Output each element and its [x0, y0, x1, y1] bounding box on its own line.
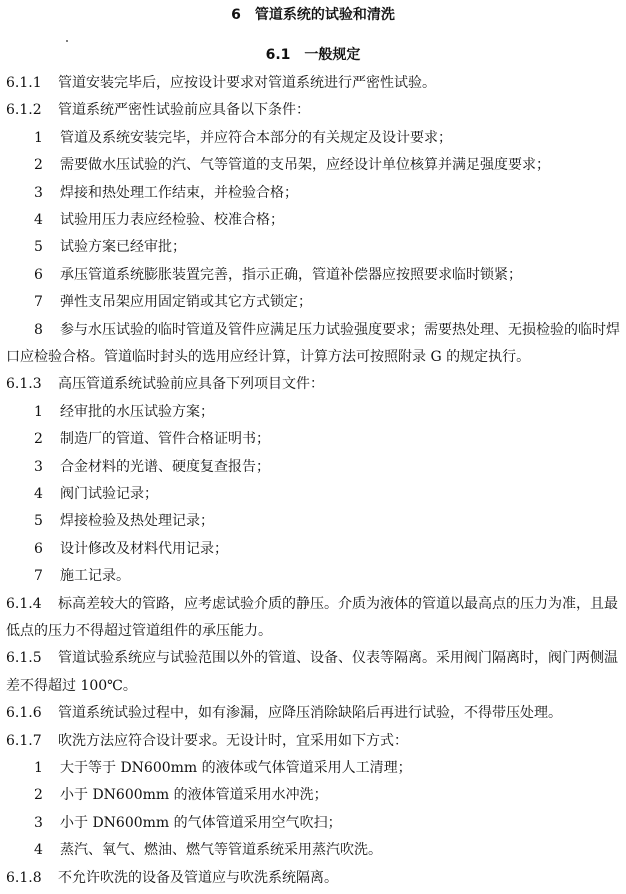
clause-text: 吹洗方法应符合设计要求。无设计时，宜采用如下方式：	[58, 732, 408, 749]
item-number: 4	[34, 486, 43, 502]
clause-text: 管道试验系统应与试验范围以外的管道、设备、仪表等隔离。采用阀门隔离时，阀门两侧温	[58, 650, 618, 667]
item-text: 需要做水压试验的汽、气等管道的支吊架，应经设计单位核算并满足强度要求；	[60, 157, 550, 174]
section-title: 一般规定	[304, 47, 361, 63]
item-number: 1	[34, 760, 43, 776]
item-text: 试验方案已经审批；	[60, 239, 186, 256]
continuation-line	[6, 677, 620, 695]
clause-line	[6, 869, 620, 887]
item-number: 6	[34, 540, 43, 557]
item-number: 2	[34, 157, 43, 174]
item-line	[34, 403, 620, 421]
item-text: 施工记录。	[60, 568, 130, 585]
item-number: 5	[34, 513, 43, 530]
item-line	[34, 814, 620, 832]
chapter-heading	[0, 4, 626, 24]
item-line	[34, 759, 620, 777]
item-number: 8	[34, 321, 43, 338]
clause-number: 6.1.8	[6, 869, 42, 886]
item-text: 管道及系统安装完毕，并应符合本部分的有关规定及设计要求；	[60, 129, 452, 146]
clause-number: 6.1.3	[6, 376, 42, 393]
clause-text: 不允许吹洗的设备及管道应与吹洗系统隔离。	[58, 869, 338, 886]
item-text: 小于 DN600mm 的气体管道采用空气吹扫；	[60, 814, 342, 831]
clause-text: 高压管道系统试验前应具备下列项目文件：	[58, 376, 324, 393]
item-number: 4	[34, 842, 43, 859]
item-number: 4	[34, 212, 43, 228]
item-number: 3	[34, 184, 43, 201]
clause-text: 标高差较大的管路，应考虑试验介质的静压。介质为液体的管道以最高点的压力为准，且最	[58, 595, 618, 612]
item-line	[34, 211, 620, 229]
item-text: 设计修改及材料代用记录；	[60, 540, 228, 557]
item-line	[34, 841, 620, 859]
item-line	[34, 512, 620, 530]
clause-line	[6, 732, 620, 750]
item-line	[34, 266, 620, 284]
clause-line	[6, 101, 620, 119]
clause-line	[6, 649, 620, 667]
item-line	[34, 786, 620, 804]
item-text: 试验用压力表应经检验、校准合格；	[60, 212, 284, 228]
item-text: 合金材料的光谱、硬度复查报告；	[60, 458, 270, 475]
clause-number: 6.1.7	[6, 732, 42, 749]
item-line	[34, 184, 620, 202]
chapter-number: 6	[231, 7, 241, 23]
item-number: 1	[34, 129, 43, 146]
clause-number: 6.1.4	[6, 595, 42, 612]
continuation-text: 差不得超过 100℃。	[6, 677, 137, 694]
clause-number: 6.1.5	[6, 650, 42, 667]
item-text: 承压管道系统膨胀装置完善，指示正确，管道补偿器应按照要求临时锁紧；	[60, 266, 522, 283]
clause-line	[6, 375, 620, 393]
clause-text: 管道系统试验过程中，如有渗漏，应降压消除缺陷后再进行试验，不得带压处理。	[58, 705, 562, 722]
clause-line	[6, 74, 620, 92]
item-number: 2	[34, 787, 43, 804]
item-number: 5	[34, 239, 43, 256]
item-number: 6	[34, 266, 43, 283]
clause-text: 管道系统严密性试验前应具备以下条件：	[58, 102, 310, 119]
item-text: 弹性支吊架应用固定销或其它方式锁定；	[60, 294, 312, 311]
item-number: 3	[34, 814, 43, 831]
item-line	[34, 458, 620, 476]
item-line	[34, 540, 620, 558]
item-line	[34, 238, 620, 256]
item-text: 大于等于 DN600mm 的液体或气体管道采用人工清理；	[60, 760, 412, 776]
item-number: 1	[34, 403, 43, 420]
item-number: 2	[34, 431, 43, 448]
item-text: 经审批的水压试验方案；	[60, 403, 214, 420]
continuation-line	[6, 348, 620, 366]
continuation-line	[6, 622, 620, 640]
item-line	[34, 321, 620, 339]
item-text: 阀门试验记录；	[60, 486, 158, 502]
clause-line	[6, 595, 620, 613]
item-text: 焊接检验及热处理记录；	[60, 513, 214, 530]
item-number: 7	[34, 294, 43, 311]
section-heading	[0, 44, 626, 64]
continuation-text: 口应检验合格。管道临时封头的选用应经计算，计算方法可按照附录 G 的规定执行。	[6, 349, 531, 365]
clause-number: 6.1.6	[6, 705, 42, 722]
clause-text: 管道安装完毕后，应按设计要求对管道系统进行严密性试验。	[58, 75, 436, 91]
item-number: 7	[34, 568, 43, 585]
item-line	[34, 293, 620, 311]
item-text: 制造厂的管道、管件合格证明书；	[60, 431, 270, 448]
clause-line	[6, 704, 620, 722]
item-line	[34, 485, 620, 503]
item-line	[34, 129, 620, 147]
item-line	[34, 567, 620, 585]
item-text: 焊接和热处理工作结束，并检验合格；	[60, 184, 298, 201]
item-text: 蒸汽、氧气、燃油、燃气等管道系统采用蒸汽吹洗。	[60, 842, 382, 859]
item-line	[34, 430, 620, 448]
section-number: 6.1	[265, 47, 291, 63]
continuation-text: 低点的压力不得超过管道组件的承压能力。	[6, 623, 272, 639]
chapter-title: 管道系统的试验和清洗	[254, 7, 395, 23]
item-text: 参与水压试验的临时管道及管件应满足压力试验强度要求；需要热处理、无损检验的临时焊	[60, 321, 620, 338]
item-number: 3	[34, 458, 43, 475]
clause-number: 6.1.2	[6, 102, 42, 119]
clause-number: 6.1.1	[6, 75, 42, 91]
scan-speck	[66, 40, 68, 42]
item-text: 小于 DN600mm 的液体管道采用水冲洗；	[60, 787, 328, 804]
item-line	[34, 156, 620, 174]
